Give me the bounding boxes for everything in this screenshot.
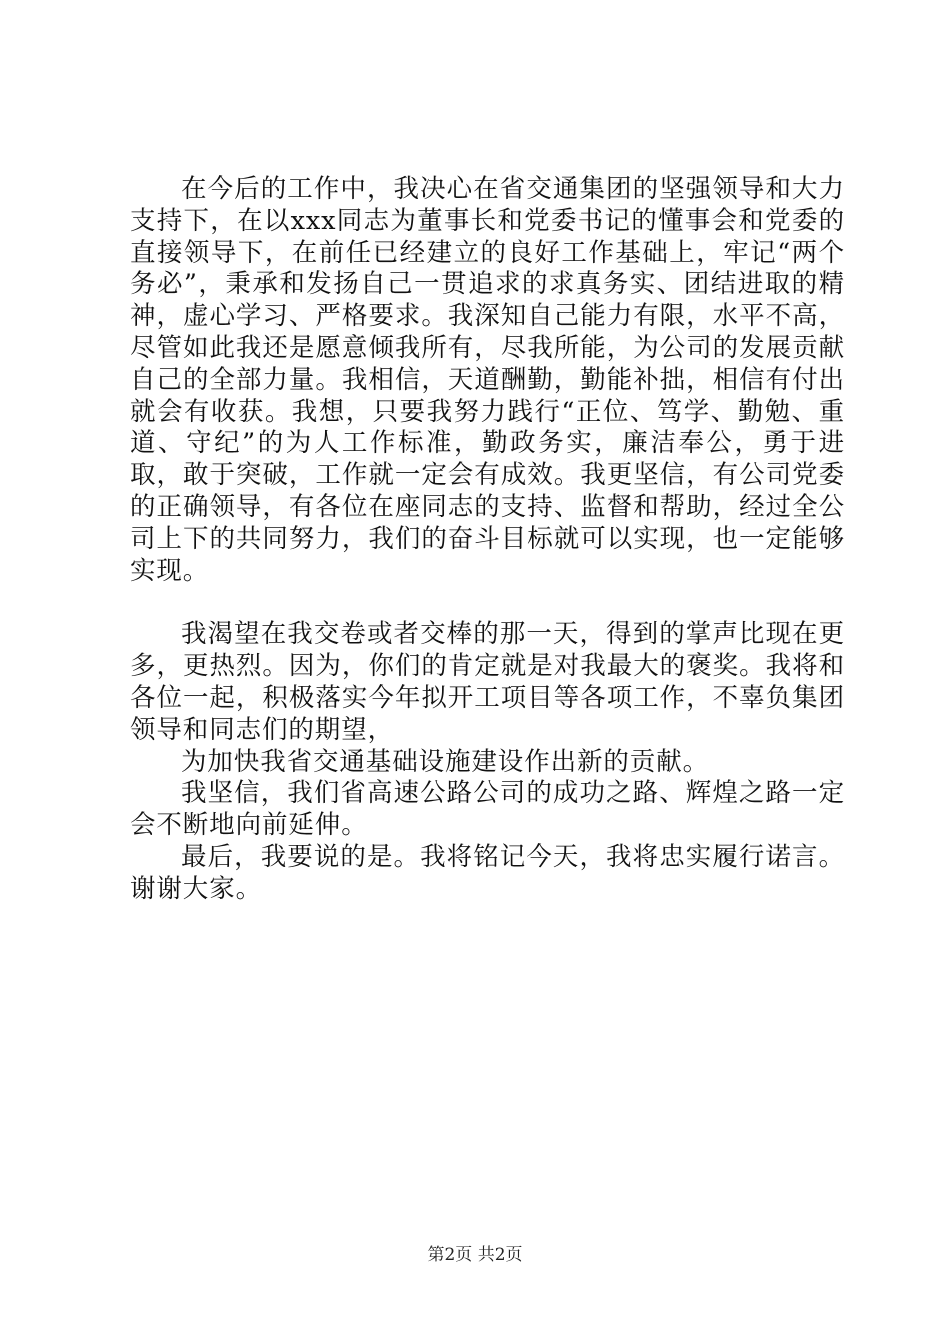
page-number-indicator: 第2页 共2页	[427, 1245, 523, 1265]
paragraph-closing: 最后，我要说的是。我将铭记今天，我将忠实履行诺言。谢谢大家。	[130, 841, 845, 904]
paragraph-commitment: 在今后的工作中，我决心在省交通集团的坚强领导和大力支持下，在以xxx同志为董事长和党委书记的懂事会和党委的直接领导下，在前任已经建立的良好工作基础上，牢记“两个务必”，秉承和发扬自己一贯追求的求真务实、团结进取的精神，虚心学习、严格要求。我深知自己能力有限，水平不高，尽管如此我还是愿意倾我所有，尽我所能，为公司的发展贡献自己的全部力量。我相信，天道酬勤，勤能补拙，相信有付出就会有收获。我想，只要我努力践行“正位、笃学、勤勉、重道、守纪”的为人工作标准，勤政务实，廉洁奉公，勇于进取，敢于突破，工作就一定会有成效。我更坚信，有公司党委的正确领导，有各位在座同志的支持、监督和帮助，经过全公司上下的共同努力，我们的奋斗目标就可以实现，也一定能够实现。	[130, 174, 845, 586]
paragraph-contribution: 为加快我省交通基础设施建设作出新的贡献。	[181, 746, 710, 777]
document-body	[130, 174, 845, 906]
paragraph-aspiration: 我渴望在我交卷或者交棒的那一天，得到的掌声比现在更多，更热烈。因为，你们的肯定就是对我最大的褒奖。我将和各位一起，积极落实今年拟开工项目等各项工作，不辜负集团领导和同志们的期望，	[130, 619, 845, 745]
paragraph-belief: 我坚信，我们省高速公路公司的成功之路、辉煌之路一定会不断地向前延伸。	[130, 778, 845, 841]
page-footer	[0, 1244, 950, 1266]
